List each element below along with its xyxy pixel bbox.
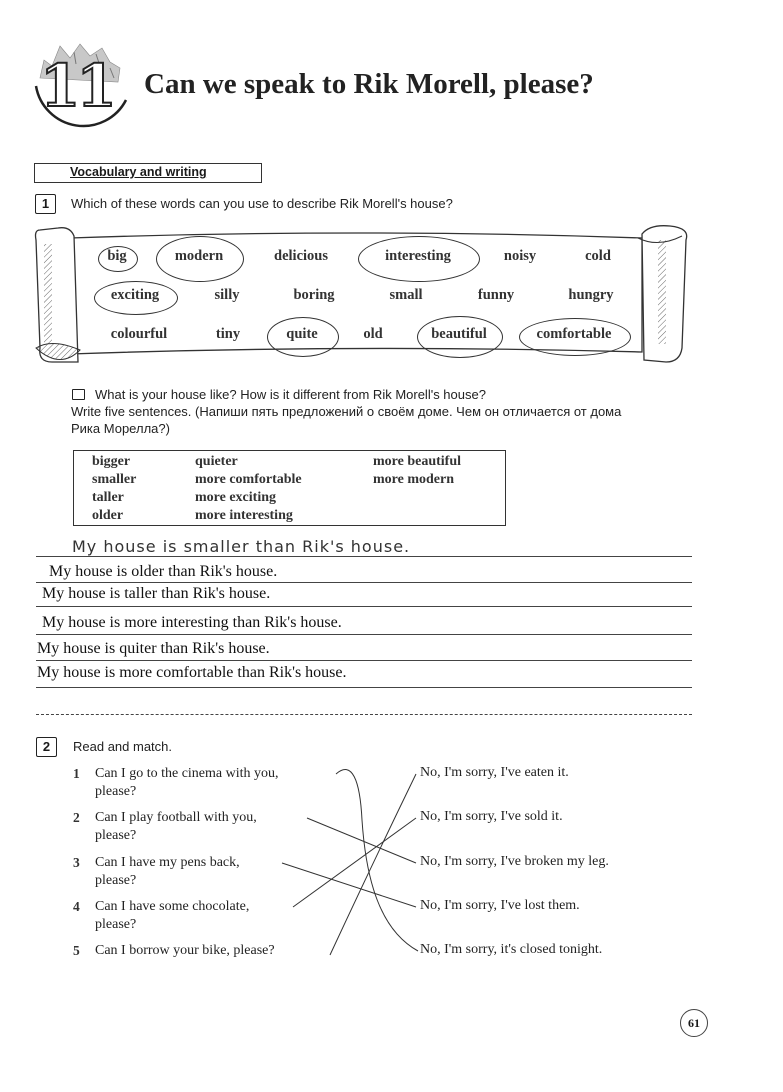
page-title: Can we speak to Rik Morell, please? (144, 68, 594, 100)
unit-number: 11 (40, 52, 113, 120)
comparative-word: older (92, 508, 124, 523)
scroll-word[interactable]: colourful (110, 326, 168, 342)
question-text: Can I go to the cinema with you, (95, 766, 279, 781)
scroll-word[interactable]: small (389, 287, 423, 303)
question-number: 2 (73, 810, 80, 825)
match-line (330, 774, 416, 955)
scroll-word[interactable]: modern (174, 248, 224, 264)
scroll-word[interactable]: beautiful (431, 326, 487, 342)
example-answer: My house is smaller than Rik's house. (72, 537, 411, 556)
scroll-word[interactable]: noisy (503, 248, 537, 264)
scroll-word[interactable]: tiny (215, 326, 241, 342)
question-text: Can I play football with you, (95, 810, 257, 825)
match-line (307, 818, 416, 863)
exercise-2-number: 2 (36, 737, 57, 757)
comparative-word: more exciting (195, 490, 276, 505)
match-line (336, 770, 418, 951)
question-text: please? (95, 873, 137, 888)
comparative-word: quieter (195, 454, 238, 469)
question-text: Can I have my pens back, (95, 855, 240, 870)
question-number: 4 (73, 899, 80, 914)
question-number: 3 (73, 855, 80, 870)
answer-sentence[interactable]: My house is taller than Rik's house. (42, 585, 271, 602)
scroll-word[interactable]: comfortable (536, 326, 612, 342)
question-text: Can I borrow your bike, please? (95, 943, 275, 958)
scroll-word[interactable]: interesting (385, 248, 451, 264)
task-line-1: Write five sentences. (Напиши пять предложений о своём доме. Чем он отличается от дома (71, 404, 622, 419)
question-text: please? (95, 784, 137, 799)
answer-sentence[interactable]: My house is older than Rik's house. (49, 563, 278, 580)
page-number: 61 (680, 1009, 708, 1037)
comparative-word: taller (92, 490, 124, 505)
answer-sentence[interactable]: My house is quiter than Rik's house. (37, 640, 270, 657)
scroll-word[interactable]: big (107, 248, 127, 264)
exercise-1-instruction: Which of these words can you use to describe Rik Morell's house? (71, 196, 453, 211)
scroll-word[interactable]: silly (214, 287, 240, 303)
task-line-2: Рика Морелла?) (71, 421, 170, 436)
scroll-word[interactable]: boring (293, 287, 335, 303)
scroll-word[interactable]: delicious (274, 248, 328, 264)
question-number: 5 (73, 943, 80, 958)
exercise-1-number: 1 (35, 194, 56, 214)
match-line (293, 818, 416, 907)
comparative-word: more beautiful (373, 454, 462, 469)
scroll-word[interactable]: old (363, 326, 383, 342)
scroll-word[interactable]: cold (585, 248, 611, 264)
comparative-word: more interesting (195, 508, 293, 523)
question-text: Can I have some chocolate, (95, 899, 250, 914)
answer-option[interactable]: No, I'm sorry, I've lost them. (420, 898, 580, 913)
scroll-word[interactable]: quite (286, 326, 318, 342)
scroll-word[interactable]: funny (477, 287, 515, 303)
comparative-word: bigger (92, 454, 131, 469)
scroll-word[interactable]: exciting (110, 287, 160, 303)
question-text: please? (95, 917, 137, 932)
scroll-word[interactable]: hungry (568, 287, 614, 303)
question-text: please? (95, 828, 137, 843)
comparative-word: more modern (373, 472, 454, 487)
section-label: Vocabulary and writing (70, 165, 207, 179)
answer-sentence[interactable]: My house is more interesting than Rik's house. (42, 614, 342, 631)
answer-option[interactable]: No, I'm sorry, I've broken my leg. (420, 854, 609, 869)
answer-option[interactable]: No, I'm sorry, it's closed tonight. (420, 942, 603, 957)
question-number: 1 (73, 766, 80, 781)
exercise-2-instruction: Read and match. (73, 739, 173, 754)
answer-option[interactable]: No, I'm sorry, I've sold it. (420, 809, 563, 824)
comparative-word: more comfortable (195, 472, 302, 487)
answer-sentence[interactable]: My house is more comfortable than Rik's house. (37, 664, 347, 681)
answer-option[interactable]: No, I'm sorry, I've eaten it. (420, 765, 569, 780)
comparative-word: smaller (92, 472, 137, 487)
task-question: What is your house like? How is it different from Rik Morell's house? (95, 387, 486, 402)
